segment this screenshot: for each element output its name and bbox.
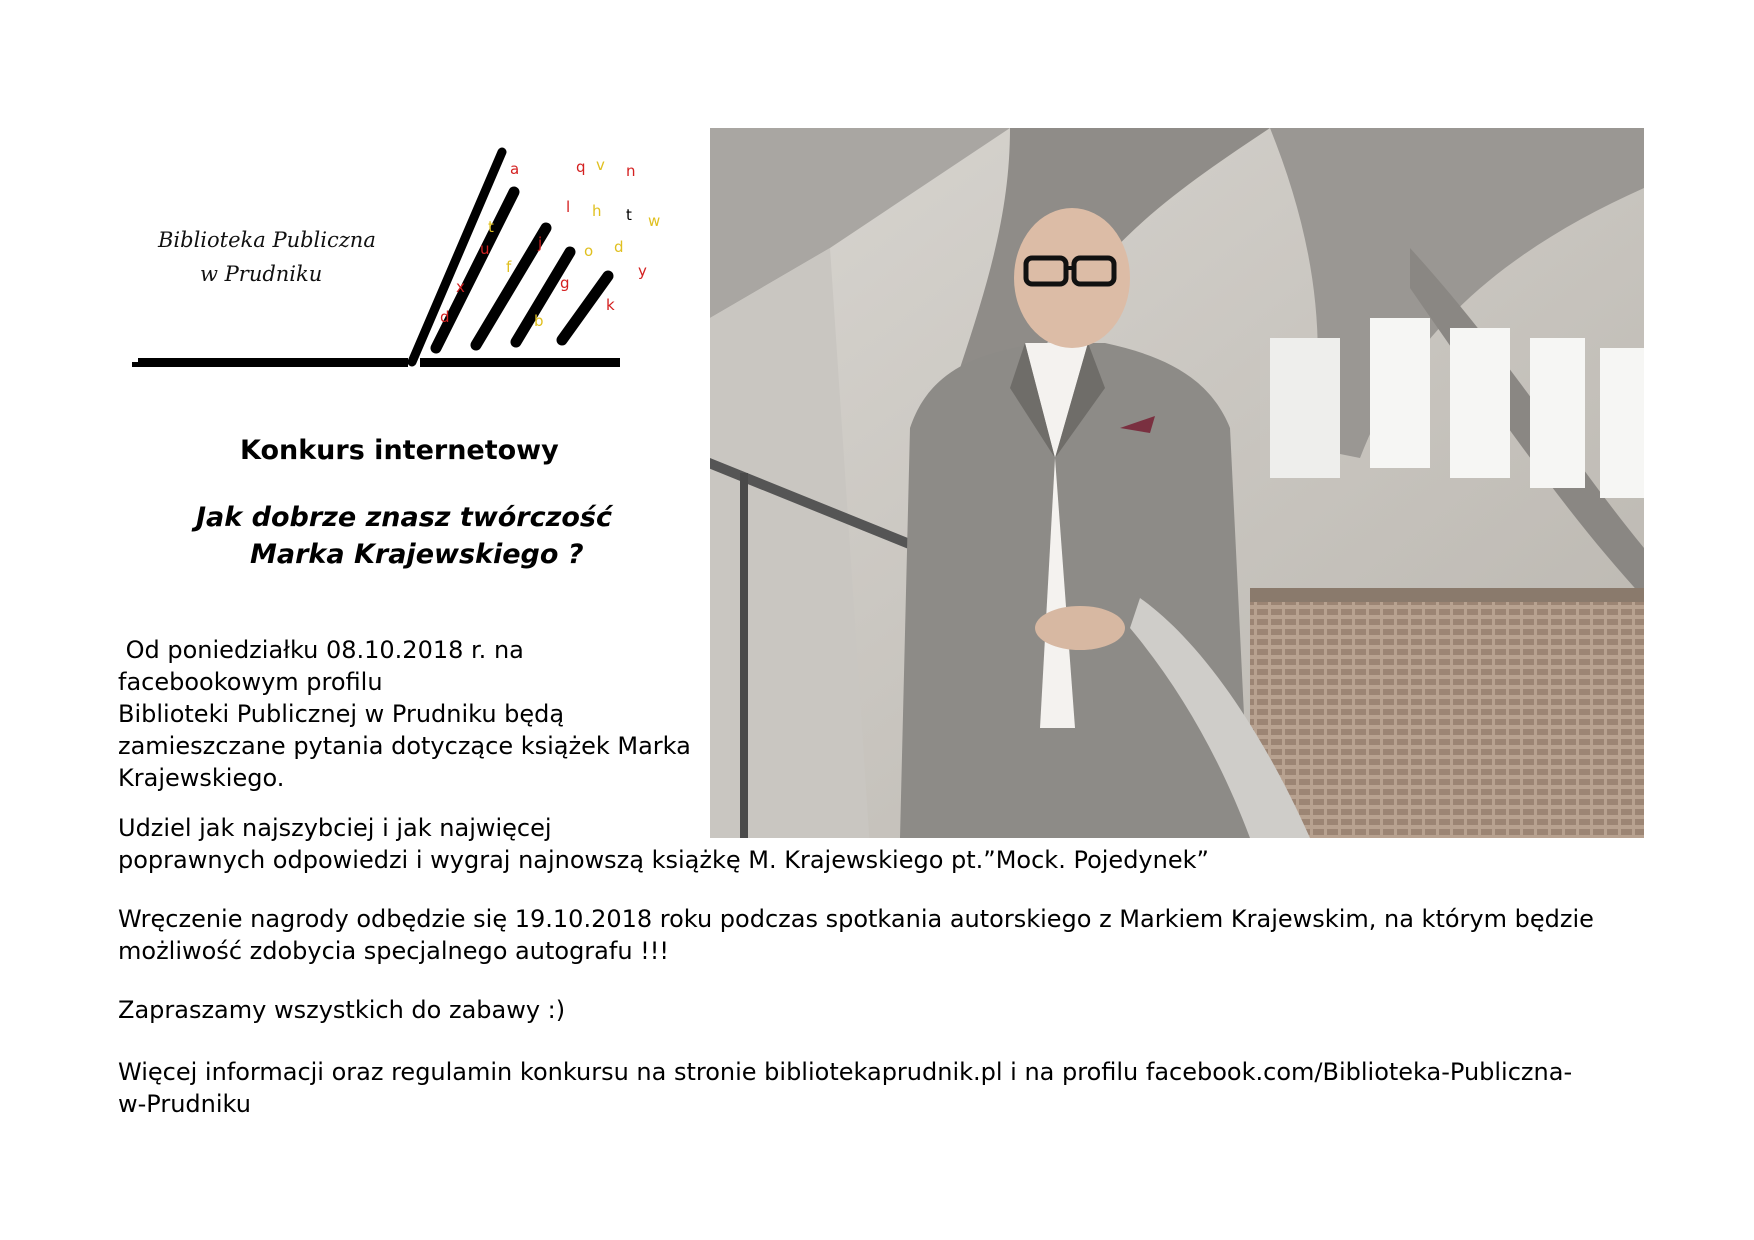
svg-text:d: d xyxy=(440,308,450,326)
svg-text:f: f xyxy=(506,258,512,276)
svg-text:t: t xyxy=(626,206,632,224)
subtitle-line1: Jak dobrze znasz twórczość xyxy=(196,502,612,533)
text-line: możliwość zdobycia specjalnego autografu !!! xyxy=(118,937,670,965)
text-line: w-Prudniku xyxy=(118,1090,251,1118)
svg-text:n: n xyxy=(626,162,636,180)
svg-text:w: w xyxy=(648,212,661,230)
svg-text:h: h xyxy=(592,202,602,220)
svg-text:u: u xyxy=(480,240,490,258)
svg-text:j: j xyxy=(538,234,543,252)
svg-text:o: o xyxy=(584,242,594,260)
text-line: Więcej informacji oraz regulamin konkursu na stronie bibliotekaprudnik.pl i na profilu facebook.com/Biblioteka-Publiczna- xyxy=(118,1058,1573,1086)
text-line: Zapraszamy wszystkich do zabawy :) xyxy=(118,996,566,1024)
svg-text:v: v xyxy=(596,156,605,174)
svg-text:q: q xyxy=(576,158,586,176)
text-line: Krajewskiego. xyxy=(118,764,285,792)
svg-text:k: k xyxy=(606,296,615,314)
author-photo xyxy=(710,128,1644,838)
svg-text:b: b xyxy=(534,312,544,330)
paragraph-invite xyxy=(118,994,565,1026)
library-logo xyxy=(130,140,690,380)
paragraph-task xyxy=(118,812,1209,876)
text-line: poprawnych odpowiedzi i wygraj najnowszą książkę M. Krajewskiego pt.”Mock. Pojedynek” xyxy=(118,846,1209,874)
svg-text:d: d xyxy=(614,238,624,256)
logo-text-line1: Biblioteka Publiczna xyxy=(158,228,376,252)
logo-text-line2: w Prudniku xyxy=(200,262,323,286)
svg-text:t: t xyxy=(488,218,494,236)
page-title: Konkurs internetowy xyxy=(240,435,559,466)
paragraph-award xyxy=(118,903,1594,967)
svg-text:l: l xyxy=(566,198,571,216)
text-line: Biblioteki Publicznej w Prudniku będą xyxy=(118,700,565,728)
text-line: Od poniedziałku 08.10.2018 r. na xyxy=(118,636,524,664)
paragraph-more-info xyxy=(118,1056,1572,1120)
author-portrait-photo-icon xyxy=(710,128,1644,838)
paragraph-intro xyxy=(118,634,691,794)
svg-text:g: g xyxy=(560,274,570,292)
svg-text:x: x xyxy=(456,278,465,296)
svg-text:a: a xyxy=(510,160,520,178)
text-line: zamieszczane pytania dotyczące książek Marka xyxy=(118,732,691,760)
svg-text:y: y xyxy=(638,262,647,280)
subtitle-line2: Marka Krajewskiego ? xyxy=(250,539,584,570)
text-line: Udziel jak najszybciej i jak najwięcej xyxy=(118,814,552,842)
text-line: facebookowym profilu xyxy=(118,668,383,696)
text-line: Wręczenie nagrody odbędzie się 19.10.2018 roku podczas spotkania autorskiego z Markiem Krajewskim, na którym będzie xyxy=(118,905,1594,933)
logo-graphic xyxy=(130,140,690,380)
